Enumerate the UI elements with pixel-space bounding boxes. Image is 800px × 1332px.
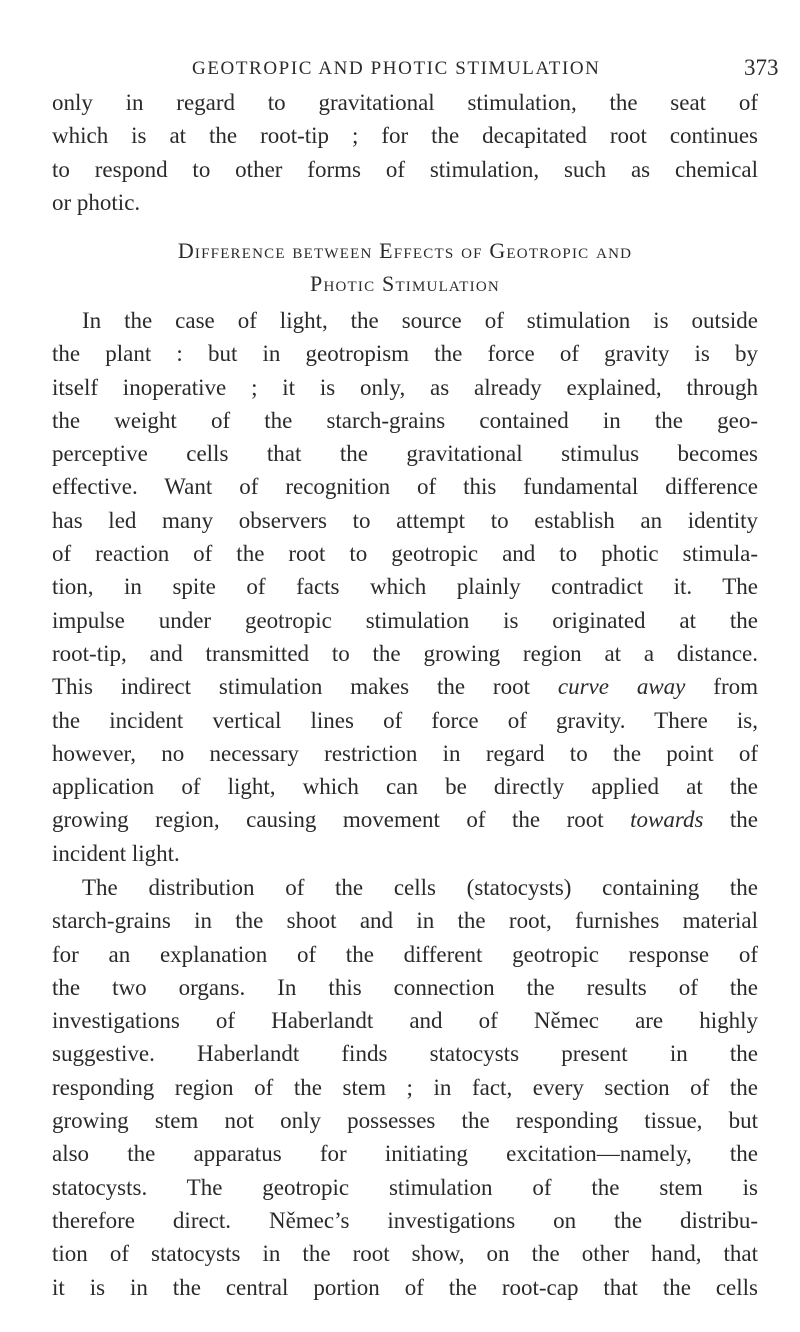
page-number: 373 [744, 55, 779, 80]
text-line: however, no necessary restriction in regard to the point of [52, 740, 758, 766]
text-line: root-tip, and transmitted to the growing region at a distance. [52, 640, 758, 666]
text-line: it is in the central portion of the root-cap that the cells [52, 1274, 758, 1300]
text-line: statocysts. The geotropic stimulation of the stem is [52, 1174, 758, 1200]
text-line [52, 803, 758, 836]
text-line: for an explanation of the different geotropic response of [52, 941, 758, 967]
text-fragment: from [713, 674, 758, 700]
text-line: also the apparatus for initiating excitation—namely, the [52, 1141, 758, 1167]
text-fragment: growing region, causing movement of the root [52, 807, 604, 833]
text-line: The distribution of the cells (statocysts) containing the [82, 875, 758, 900]
text-line: impulse under geotropic stimulation is originated at the [52, 607, 758, 633]
text-fragment: the [729, 807, 759, 833]
section-heading [52, 234, 758, 300]
text-line: the plant : but in geotropism the force of gravity is by [52, 341, 758, 367]
text-line: suggestive. Haberlandt finds statocysts present in the [52, 1041, 758, 1067]
text-line: or photic. [52, 189, 141, 215]
running-head: GEOTROPIC AND PHOTIC STIMULATION [192, 58, 601, 79]
paragraph-2 [52, 304, 758, 870]
text-line: tion, in spite of facts which plainly contradict it. The [52, 574, 758, 600]
text-line: only in regard to gravitational stimulation, the seat of [52, 90, 758, 115]
text-line: responding region of the stem ; in fact, every section of the [52, 1074, 758, 1100]
text-line: starch-grains in the shoot and in the root, furnishes material [52, 908, 758, 934]
heading-line: Photic Stimulation [310, 271, 500, 296]
text-line: itself inoperative ; it is only, as already explained, through [52, 374, 758, 400]
text-line: which is at the root-tip ; for the decapitated root continues [52, 123, 758, 149]
text-line: of reaction of the root to geotropic and to photic stimula- [52, 541, 758, 567]
text-line: incident light. [52, 840, 180, 866]
text-line: investigations of Haberlandt and of Němec are highly [52, 1008, 758, 1034]
text-line: has led many observers to attempt to establish an identity [52, 507, 758, 533]
emphasis-text: towards [630, 807, 704, 833]
text-line: tion of statocysts in the root show, on the other hand, that [52, 1241, 758, 1267]
text-line: therefore direct. Němec’s investigations on the distribu- [52, 1207, 758, 1233]
text-line: the weight of the starch-grains contained in the geo- [52, 407, 758, 433]
text-line: In the case of light, the source of stimulation is outside [82, 308, 758, 333]
paragraph-1 [52, 86, 758, 219]
paragraph-3 [52, 871, 758, 1304]
text-line: effective. Want of recognition of this fundamental difference [52, 474, 758, 500]
heading-line: Difference between Effects of Geotropic and [177, 238, 633, 263]
text-line: growing stem not only possesses the responding tissue, but [52, 1108, 758, 1134]
text-line: the two organs. In this connection the results of the [52, 974, 758, 1000]
emphasis-text: curve away [557, 674, 686, 700]
text-line [52, 670, 758, 703]
text-fragment: This indirect stimulation makes the root [52, 674, 530, 700]
text-line: perceptive cells that the gravitational stimulus becomes [52, 441, 758, 467]
text-line: to respond to other forms of stimulation, such as chemical [52, 156, 758, 182]
text-line: the incident vertical lines of force of gravity. There is, [52, 707, 758, 733]
text-line: application of light, which can be directly applied at the [52, 774, 758, 800]
